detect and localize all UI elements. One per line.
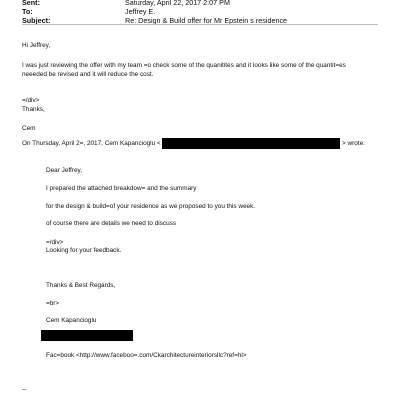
quoted-name: Cem Kapancioglu [46,317,97,324]
quoted-line3: of course there are details we need to discuss [46,220,177,227]
reply-signature: Cem [22,125,36,132]
quoted-div-tag: =/div> [46,239,64,246]
reply-body-line2: neeeded be revised and it will reduce the cost. [22,71,154,78]
reply-greeting: Hi Jeffrey, [22,42,51,49]
quoted-regards: Thanks & Best Regards, [46,282,116,289]
subject-label: Subject: [22,16,51,25]
quoted-facebook-link[interactable]: Fac=book <http://www.faceboo=.com/Ckarchitectureinteriorsllc?ref=hl> [46,352,247,359]
reply-thanks: Thanks, [22,106,45,113]
to-value: Jeffrey E. [125,7,156,16]
subject-value: Re: Design & Build offer for Mr Epstein s residence [125,16,288,25]
quote-header-prefix: On Thursday, April 2=, 2017, Cem Kapancioglu < [22,140,161,147]
reply-body-line1: I was just reviewing the offer with my team =o check some of the quanitites and it looks like some of the quantit=es [22,62,346,69]
quoted-greeting: Dear Jeffrey, [46,167,82,174]
to-label: To: [22,7,33,16]
reply-div-tag: =/div> [22,97,40,104]
quoted-line4: Looking for your feedback. [46,247,122,254]
quote-header-suffix: > wrote: [342,140,365,147]
quoted-line1: I prepared the attached breakdow= and the summary [46,185,197,192]
footer-dash: -- [22,386,27,393]
redacted-email-block [162,138,340,149]
header-divider [22,24,378,25]
sent-label: Sent: [22,0,40,7]
sent-value: Saturday, April 22, 2017 2:07 PM [125,0,230,7]
quoted-line2: for the design & build=of your residence as we proposed to you this week. [46,203,256,210]
quoted-br-tag: =br> [46,300,60,307]
redacted-signature-block [41,330,133,341]
